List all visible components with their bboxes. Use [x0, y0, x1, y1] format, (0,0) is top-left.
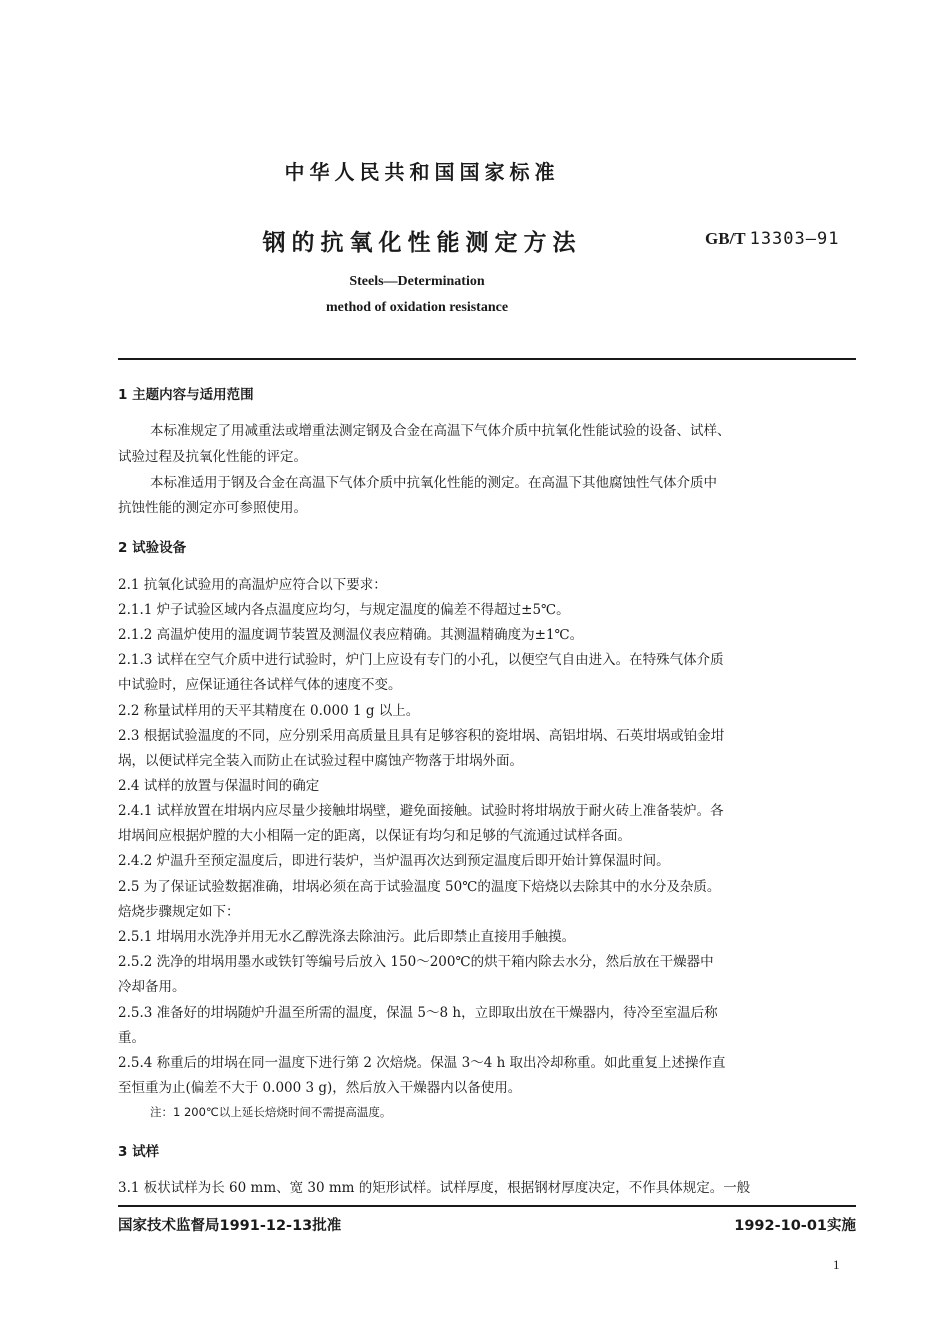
header-rule	[118, 358, 856, 360]
standard-code	[705, 229, 839, 249]
note: 注：1 200℃以上延长焙烧时间不需提高温度。	[150, 1105, 392, 1119]
clause-2-5-2-line-1: 2.5.2 洗净的坩埚用墨水或铁钉等编号后放入 150～200℃的烘干箱内除去水分，然后放在干燥器中	[118, 954, 714, 970]
clause-2-4-2: 2.4.2 炉温升至预定温度后，即进行装炉，当炉温再次达到预定温度后即开始计算保温时间。	[118, 853, 670, 869]
approval-info: 国家技术监督局1991-12-13批准	[118, 1218, 342, 1234]
english-title-line1: Steels—Determination	[349, 274, 485, 289]
clause-2-1-2: 2.1.2 高温炉使用的温度调节装置及测温仪表应精确。其测温精确度为±1℃。	[118, 627, 584, 643]
clause-2-3-line-2: 埚，以便试样完全装入而防止在试验过程中腐蚀产物落于坩埚外面。	[118, 753, 523, 769]
clause-2-4: 2.4 试样的放置与保温时间的确定	[118, 778, 320, 794]
section-1-heading: 1 主题内容与适用范围	[118, 387, 254, 403]
clause-2-5-1: 2.5.1 坩埚用水洗净并用无水乙醇洗涤去除油污。此后即禁止直接用手触摸。	[118, 929, 576, 945]
clause-2-5-3-line-1: 2.5.3 准备好的坩埚随炉升温至所需的温度，保温 5～8 h，立即取出放在干燥器内，待冷至室温后称	[118, 1005, 718, 1021]
clause-3-1: 3.1 板状试样为长 60 mm、宽 30 mm 的矩形试样。试样厚度，根据钢材厚度决定，不作具体规定。一般	[118, 1180, 751, 1196]
section-2-heading: 2 试验设备	[118, 540, 187, 556]
s1-paragraph-1-line-1: 本标准规定了用减重法或增重法测定钢及合金在高温下气体介质中抗氧化性能试验的设备、试样、	[150, 423, 731, 439]
footer-rule	[118, 1205, 856, 1207]
clause-2-2: 2.2 称量试样用的天平其精度在 0.000 1 g 以上。	[118, 703, 420, 719]
clause-2-5-line-2: 焙烧步骤规定如下：	[118, 904, 240, 920]
s1-paragraph-1-line-2: 试验过程及抗氧化性能的评定。	[118, 449, 307, 465]
standard-name: 中华人民共和国国家标准	[284, 160, 560, 184]
page-number: 1	[833, 1257, 840, 1272]
document-title: 钢的抗氧化性能测定方法	[262, 230, 582, 256]
english-title-line2: method of oxidation resistance	[325, 300, 509, 315]
section-3-heading: 3 试样	[118, 1144, 160, 1160]
clause-2-5-3-line-2: 重。	[118, 1030, 145, 1046]
clause-2-5-4-line-1: 2.5.4 称重后的坩埚在同一温度下进行第 2 次焙烧。保温 3～4 h 取出冷却称重。如此重复上述操作直	[118, 1055, 726, 1071]
clause-2-1-1: 2.1.1 炉子试验区域内各点温度应均匀，与规定温度的偏差不得超过±5℃。	[118, 602, 570, 618]
s1-paragraph-2-line-1: 本标准适用于钢及合金在高温下气体介质中抗氧化性能的测定。在高温下其他腐蚀性气体介质中	[150, 475, 717, 491]
clause-2-3-line-1: 2.3 根据试验温度的不同，应分别采用高质量且具有足够容积的瓷坩埚、高铝坩埚、石英坩埚或铂金坩	[118, 728, 725, 744]
clause-2-5-line-1: 2.5 为了保证试验数据准确，坩埚必须在高于试验温度 50℃的温度下焙烧以去除其中的水分及杂质。	[118, 879, 721, 895]
clause-2-1-3-line-2: 中试验时，应保证通往各试样气体的速度不变。	[118, 677, 402, 693]
s1-paragraph-2-line-2: 抗蚀性能的测定亦可参照使用。	[118, 500, 307, 516]
standard-code-prefix: GB/T	[705, 229, 746, 248]
clause-2-1: 2.1 抗氧化试验用的高温炉应符合以下要求：	[118, 577, 387, 593]
implementation-date: 1992-10-01实施	[734, 1218, 856, 1234]
clause-2-4-1-line-2: 坩埚间应根据炉膛的大小相隔一定的距离，以保证有均匀和足够的气流通过试样各面。	[118, 828, 631, 844]
clause-2-5-4-line-2: 至恒重为止(偏差不大于 0.000 3 g)，然后放入干燥器内以备使用。	[118, 1080, 522, 1096]
clause-2-1-3-line-1: 2.1.3 试样在空气介质中进行试验时，炉门上应设有专门的小孔，以便空气自由进入。在特殊气体介质	[118, 652, 724, 668]
standard-code-number: 13303—91	[749, 229, 840, 249]
clause-2-5-2-line-2: 冷却备用。	[118, 979, 186, 995]
clause-2-4-1-line-1: 2.4.1 试样放置在坩埚内应尽量少接触坩埚壁，避免面接触。试验时将坩埚放于耐火砖上准备装炉。各	[118, 803, 724, 819]
